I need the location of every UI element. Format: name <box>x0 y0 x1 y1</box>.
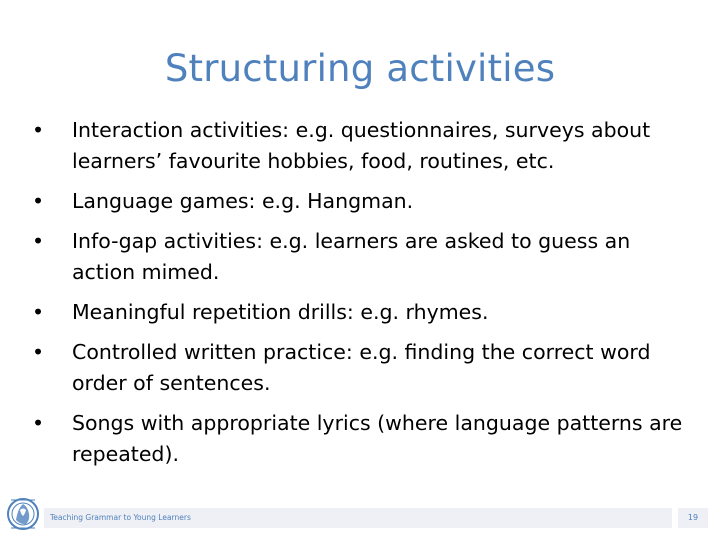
bullet-item <box>30 337 690 399</box>
bullet-text: Info-gap activities: e.g. learners are asked to guess an action mimed. <box>72 229 631 284</box>
bullet-text: Songs with appropriate lyrics (where language patterns are repeated). <box>72 411 683 466</box>
bullet-item <box>30 408 690 470</box>
bullet-icon: • <box>32 411 45 435</box>
bullet-text: Language games: e.g. Hangman. <box>72 189 414 213</box>
bullet-icon: • <box>32 229 45 253</box>
bullet-item <box>30 186 690 217</box>
footer-course-title: Teaching Grammar to Young Learners <box>50 513 191 522</box>
bullet-list <box>30 115 690 479</box>
university-seal-logo-icon <box>6 492 40 536</box>
bullet-icon: • <box>32 118 45 142</box>
bullet-text: Meaningful repetition drills: e.g. rhymes. <box>72 300 489 324</box>
bullet-text: Controlled written practice: e.g. finding the correct word order of sentences. <box>72 340 651 395</box>
bullet-text: Interaction activities: e.g. questionnaires, surveys about learners’ favourite hobbies, food, routines, etc. <box>72 118 651 173</box>
page-number: 19 <box>687 513 699 522</box>
bullet-icon: • <box>32 300 45 324</box>
bullet-item <box>30 226 690 288</box>
bullet-item <box>30 297 690 328</box>
bullet-item <box>30 115 690 177</box>
slide-title: Structuring activities <box>164 47 556 90</box>
bullet-icon: • <box>32 189 45 213</box>
bullet-icon: • <box>32 340 45 364</box>
